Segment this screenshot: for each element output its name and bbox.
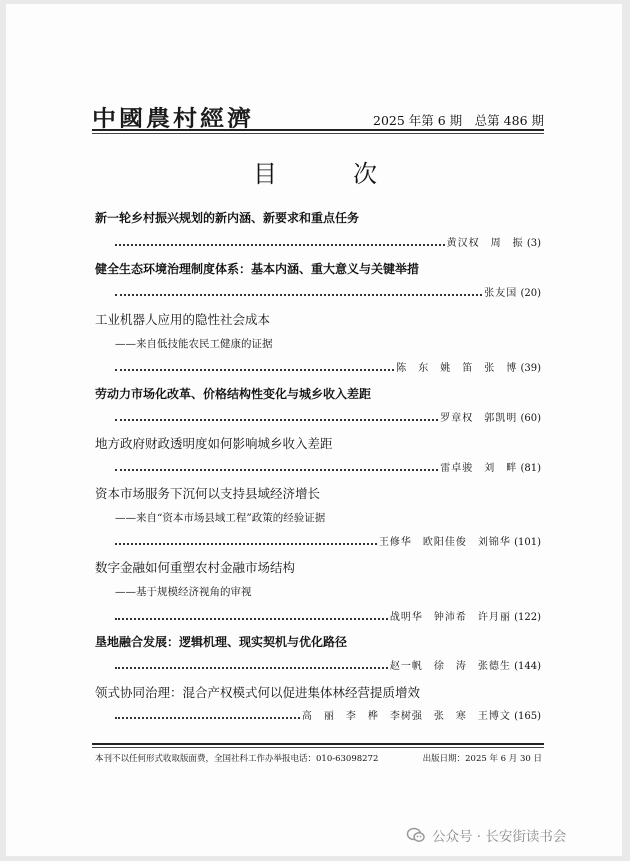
toc-entry-title[interactable]: 劳动力市场化改革、价格结构性变化与城乡收入差距 bbox=[95, 387, 372, 401]
toc-entry-page: (81) bbox=[520, 463, 541, 474]
toc-entry-title[interactable]: 健全生态环境治理制度体系：基本内涵、重大意义与关键举措 bbox=[95, 262, 420, 276]
toc-entry-authors: 雷卓骏 刘 畔 bbox=[440, 463, 518, 474]
toc-entry-page: (101) bbox=[514, 537, 541, 548]
toc-entry-page: (20) bbox=[520, 288, 541, 299]
wechat-official-account-icon bbox=[406, 825, 426, 845]
toc-entry-title[interactable]: 领式协同治理：混合产权模式何以促进集体林经营提质增效 bbox=[95, 685, 421, 700]
toc-entry-authors: 赵一帆 徐 涛 张德生 bbox=[389, 661, 511, 672]
toc-entry-authors: 罗章权 郭凯明 bbox=[440, 413, 518, 424]
toc-entry-subtitle: ——来自低技能农民工健康的证据 bbox=[115, 338, 273, 350]
journal-logo: 中國農村經濟 bbox=[92, 105, 254, 132]
toc-entry-leader bbox=[115, 410, 541, 424]
toc-entry-title[interactable]: 数字金融如何重塑农村金融市场结构 bbox=[95, 560, 296, 575]
footer-notice: 本刊不以任何形式收取版面费，全国社科工作办举报电话：010-63098272 bbox=[95, 754, 379, 764]
toc-entry-leader bbox=[115, 708, 541, 722]
header-rule-thin bbox=[92, 133, 544, 134]
toc-entry-page: (122) bbox=[514, 612, 541, 623]
toc-entry-title[interactable]: 新一轮乡村振兴规划的新内涵、新要求和重点任务 bbox=[95, 211, 360, 225]
footer-rule bbox=[92, 743, 544, 745]
toc-entry-title[interactable]: 垦地融合发展：逻辑机理、现实契机与优化路径 bbox=[95, 635, 348, 649]
issue-number: 2025 年第 6 期 总第 486 期 bbox=[373, 113, 544, 128]
toc-entry-page: (3) bbox=[526, 238, 541, 249]
watermark-text: 公众号 · 长安街读书会 bbox=[432, 829, 567, 845]
footer-rule-thin bbox=[92, 747, 544, 748]
toc-entry-leader bbox=[115, 658, 541, 672]
toc-entry-authors: 王修华 欧阳佳俊 刘锦华 bbox=[378, 537, 511, 548]
toc-entry-leader bbox=[115, 285, 541, 299]
toc-entry-subtitle: ——基于规模经济视角的审视 bbox=[115, 586, 252, 598]
toc-entry-leader bbox=[115, 609, 541, 623]
toc-entry-authors: 张友国 bbox=[484, 288, 518, 299]
watermark bbox=[406, 823, 566, 847]
toc-entry-page: (39) bbox=[520, 363, 541, 374]
toc-entry-title[interactable]: 地方政府财政透明度如何影响城乡收入差距 bbox=[95, 436, 333, 451]
toc-entry-subtitle: ——来自“资本市场县域工程”政策的经验证据 bbox=[115, 512, 326, 524]
toc-entry-page: (165) bbox=[514, 711, 541, 722]
header-rule bbox=[92, 129, 544, 131]
toc-entry-title[interactable]: 资本市场服务下沉何以支持县域经济增长 bbox=[95, 486, 321, 501]
toc-entry-leader bbox=[115, 460, 541, 474]
toc-entry-page: (144) bbox=[514, 661, 541, 672]
toc-entry-leader bbox=[115, 235, 541, 249]
toc-entry-authors: 战明华 钟沛希 许月丽 bbox=[389, 612, 511, 623]
toc-entry-title[interactable]: 工业机器人应用的隐性社会成本 bbox=[95, 312, 271, 327]
toc-entry-authors: 陈 东 姚 笛 张 博 bbox=[396, 363, 518, 374]
toc-entry-authors: 黄汉权 周 振 bbox=[446, 238, 524, 249]
toc-title: 目 次 bbox=[253, 160, 403, 188]
publication-date: 出版日期：2025 年 6 月 30 日 bbox=[422, 754, 542, 764]
toc-entry-leader bbox=[115, 360, 541, 374]
masthead bbox=[92, 100, 544, 132]
toc-entry-authors: 高 丽 李 桦 李树强 张 寒 王博文 bbox=[301, 711, 511, 722]
toc-entry-page: (60) bbox=[520, 413, 541, 424]
toc-entry-leader bbox=[115, 534, 541, 548]
